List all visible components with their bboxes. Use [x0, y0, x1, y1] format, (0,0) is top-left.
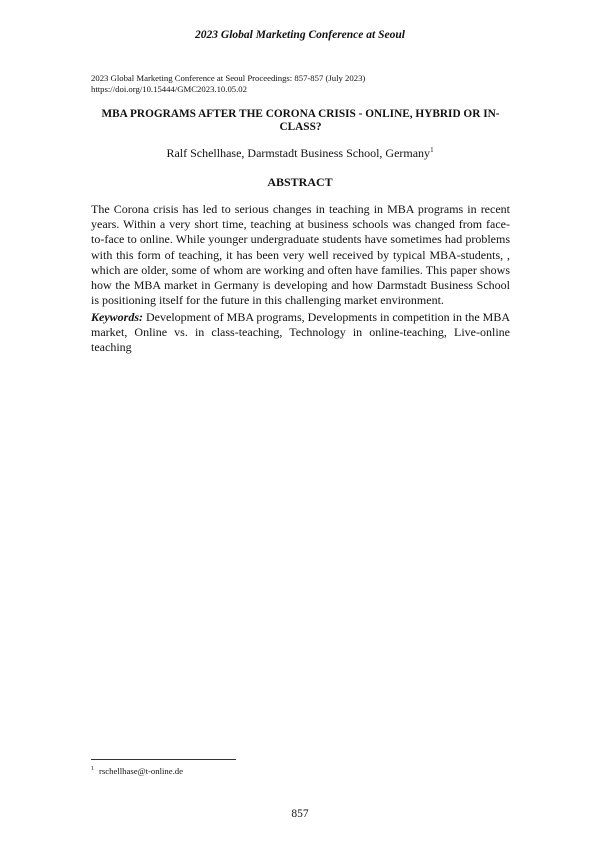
- abstract-heading: ABSTRACT: [267, 175, 333, 189]
- footnote: [91, 766, 183, 776]
- keywords-paragraph: [91, 310, 510, 356]
- footnote-divider: [91, 759, 236, 760]
- author-name: Ralf Schellhase, Darmstadt Business School, Germany: [166, 146, 431, 160]
- running-header: 2023 Global Marketing Conference at Seoul: [195, 29, 405, 41]
- footnote-email[interactable]: rschellhase@t-online.de: [99, 766, 183, 776]
- proceedings-info: [91, 73, 365, 95]
- proceedings-citation: 2023 Global Marketing Conference at Seoul Proceedings: 857-857 (July 2023): [91, 73, 366, 83]
- author-footnote-marker: 1: [430, 146, 434, 154]
- keywords-text: Development of MBA programs, Developments in competition in the MBA market, Online vs. in class-teaching, Technology in online-teaching, Live-online teaching: [91, 310, 511, 355]
- footnote-marker: 1: [91, 766, 94, 773]
- page-number: 857: [291, 808, 309, 820]
- author-line: [0, 146, 600, 161]
- abstract-body: The Corona crisis has led to serious changes in teaching in MBA programs in recent years. Within a very short time, teaching at business schools was changed from face-to-face to online. While younger undergraduate students have sometimes had problems with this form of teaching, it has been very well received by typical MBA-students, , which are older, some of whom are working and often have families. This paper shows how the MBA market in Germany is developing and how Darmstadt Business School is positioning itself for the future in this challenging market environment.: [91, 202, 510, 308]
- keywords-label: Keywords:: [91, 310, 143, 324]
- paper-title: MBA PROGRAMS AFTER THE CORONA CRISIS - ONLINE, HYBRID OR IN-CLASS?: [101, 108, 500, 133]
- doi-link[interactable]: https://doi.org/10.15444/GMC2023.10.05.02: [91, 84, 247, 94]
